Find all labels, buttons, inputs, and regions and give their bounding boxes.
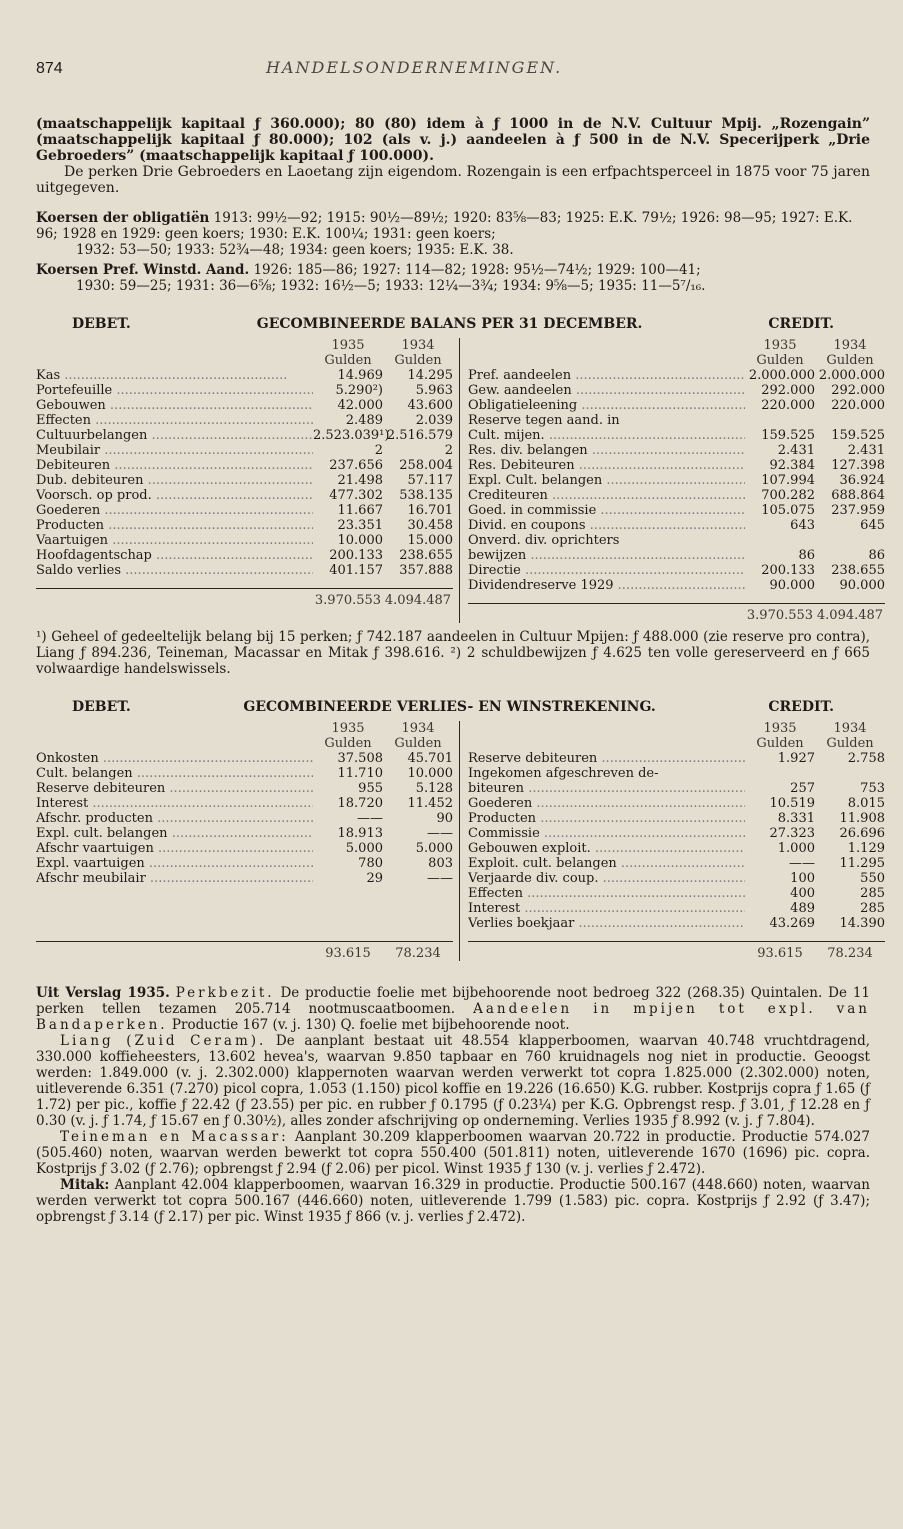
row-label: Expl. vaartuigen .....	[36, 856, 313, 871]
balance-credit-rows	[468, 368, 885, 593]
total-value: 3.970.553	[314, 593, 382, 608]
statement-row	[468, 578, 885, 593]
liang-text: De aanplant bestaat uit 48.554 klapperboomen, waarvan 40.748 vruchtdragend, 330.000 koffieheesters, 13.602 hevea's, waarvan 9.850 tapbaar en 760 kruidnagels nog niet in productie. Geoogst werden: 1.849.000 (v. j. 2.302.000) klappernoten waarvan werden verwerkt tot copra 1.825.000 (2.302.000) noten, uitleverende 6.351 (7.270) picol copra, 1.053 (1.150) picol koffie en 19.226 (16.650) K.G. rubber. Kostprijs copra ƒ 1.65 (ƒ 1.72) per pic., koffie ƒ 22.42 (ƒ 23.55) per pic. en rubber ƒ 0.1795 (ƒ 0.23¼) per K.G. Opbrengst resp. ƒ 3.01, ƒ 12.28 en ƒ 0.30 (v. j. ƒ 1.74, ƒ 15.67 en ƒ 0.30½), alles zonder afschrijving op onderneming. Verlies 1935 ƒ 8.992 (v. j. ƒ 7.804).	[36, 1033, 871, 1129]
row-value-1935: 92.384	[769, 458, 815, 473]
statement-row	[36, 473, 453, 488]
statement-row	[36, 796, 453, 811]
row-label: Reserve tegen aand. in	[468, 413, 620, 428]
row-value-1934: 2.431	[847, 443, 885, 458]
total-value: 78.234	[827, 946, 873, 961]
row-value-1935: 37.508	[337, 751, 383, 766]
statement-row	[468, 916, 885, 931]
unit-header: Gulden	[756, 736, 804, 751]
statement-row	[36, 533, 453, 548]
intro-paragraph-1: (maatschappelijk kapitaal ƒ 360.000); 80 (80) idem à ƒ 1000 in de N.V. Cultuur Mpij. „Rozengain” (maatschappelijk kapitaal ƒ 80.000); 102 (als v. j.) aandeelen à ƒ 500 in de N.V. Specerijperk „Drie Gebroeders” (maatschappelijk kapitaal ƒ 100.000).	[36, 116, 870, 164]
row-value-1935: 400	[790, 886, 815, 901]
total-value: 93.615	[757, 946, 803, 961]
statement-row	[36, 826, 453, 841]
statement-row	[468, 766, 885, 781]
row-value-1934: 43.600	[407, 398, 453, 413]
row-label: Reserve debiteuren .....	[36, 781, 313, 796]
row-value-1935: 2.489	[345, 413, 383, 428]
row-value-1934: 57.117	[407, 473, 453, 488]
row-value-1935: ——	[789, 856, 815, 871]
row-value-1934: 30.458	[407, 518, 453, 533]
row-value-1935: 90.000	[769, 578, 815, 593]
statement-row	[36, 811, 453, 826]
total-value: 3.970.553	[746, 608, 814, 623]
row-value-1935: 5.290²)	[335, 383, 383, 398]
statement-row	[468, 368, 885, 383]
mitak-text: Aanplant 42.004 klapperboomen, waarvan 16.329 in productie. Productie 500.167 (448.660) noten, waarvan werden verwerkt tot copra 500.167 (446.660) noten, uitleverende 1.799 (1.583) pic. copra. Kostprijs ƒ 2.92 (ƒ 3.47); opbrengst ƒ 3.14 (ƒ 2.17) per pic. Winst 1935 ƒ 866 (v. j. verlies ƒ 2.472).	[36, 1177, 870, 1225]
row-value-1935: 86	[798, 548, 815, 563]
balance-right-total	[468, 603, 885, 623]
row-label: Producten .....	[36, 518, 313, 533]
balance-title-row	[36, 316, 870, 332]
row-value-1934: 2.039	[415, 413, 453, 428]
balance-title: GECOMBINEERDE BALANS PER 31 DECEMBER.	[256, 316, 643, 332]
report-paragraph-liang	[36, 1033, 870, 1129]
pl-credit-label: CREDIT.	[768, 699, 834, 715]
balance-right-units	[468, 353, 885, 368]
statement-row	[468, 811, 885, 826]
row-label: Pref. aandeelen .....	[468, 368, 745, 383]
statement-row	[468, 428, 885, 443]
statement-row	[468, 518, 885, 533]
row-value-1934: 550	[860, 871, 885, 886]
unit-header: Gulden	[324, 736, 372, 751]
row-value-1934	[815, 413, 885, 428]
annual-report-section	[36, 985, 870, 1225]
pl-left-total	[36, 941, 453, 961]
row-value-1935: 2.523.039¹)	[313, 428, 390, 443]
row-label: Afschr meubilair .....	[36, 871, 313, 886]
statement-row	[36, 428, 453, 443]
row-value-1934: 2.516.579	[386, 428, 453, 443]
row-label: Directie .....	[468, 563, 745, 578]
row-value-1935: 10.000	[337, 533, 383, 548]
row-value-1934: 645	[860, 518, 885, 533]
row-label: Expl. cult. belangen .....	[36, 826, 313, 841]
balance-debet-column	[36, 338, 460, 623]
mitak-label: Mitak:	[60, 1177, 110, 1193]
row-value-1935: 42.000	[337, 398, 383, 413]
row-label: Saldo verlies .....	[36, 563, 313, 578]
row-label: Gebouwen exploit. .....	[468, 841, 745, 856]
pl-right-units	[468, 736, 885, 751]
row-value-1934: 5.000	[415, 841, 453, 856]
obligatie-koersen-line-1: 1913: 99½—92; 1915: 90½—89½; 1920: 83⅝—83; 1925: E.K. 79½; 1926: 98—95; 1927: E.K. 96; 1928 en 1929: geen koers; 1930: E.K. 100¼; 1931: geen koers;	[36, 210, 853, 242]
balance-left-total	[36, 588, 453, 608]
row-value-1934: 292.000	[831, 383, 885, 398]
pl-debet-column	[36, 721, 460, 961]
row-label: Meubilair .....	[36, 443, 313, 458]
row-value-1934: 11.908	[839, 811, 885, 826]
row-value-1934	[815, 533, 885, 548]
unit-header: Gulden	[394, 353, 442, 368]
statement-row	[36, 856, 453, 871]
row-value-1935: 237.656	[329, 458, 383, 473]
report-lead: Uit Verslag 1935.	[36, 985, 170, 1001]
row-value-1935: 292.000	[761, 383, 815, 398]
row-value-1935: 23.351	[337, 518, 383, 533]
row-label: Gew. aandeelen .....	[468, 383, 745, 398]
statement-row	[468, 548, 885, 563]
statement-row	[36, 458, 453, 473]
row-label: Crediteuren .....	[468, 488, 745, 503]
pl-columns	[36, 721, 885, 961]
row-value-1935: 2.431	[777, 443, 815, 458]
row-value-1935: 200.133	[761, 563, 815, 578]
row-value-1935: 2	[374, 443, 383, 458]
row-label: Cult. belangen .....	[36, 766, 313, 781]
row-value-1935: 700.282	[761, 488, 815, 503]
report-p1-end: Productie 167 (v. j. 130) Q. foelie met bijbehoorende noot.	[171, 1017, 570, 1033]
row-value-1934: ——	[427, 871, 453, 886]
statement-row	[468, 901, 885, 916]
unit-header: Gulden	[826, 736, 874, 751]
balance-credit-label: CREDIT.	[768, 316, 834, 332]
statement-row	[468, 473, 885, 488]
row-value-1934: 357.888	[399, 563, 453, 578]
row-value-1934: 220.000	[831, 398, 885, 413]
running-title: HANDELSONDERNEMINGEN.	[266, 58, 563, 77]
statement-row	[36, 548, 453, 563]
row-value-1934: 36.924	[839, 473, 885, 488]
row-value-1935: 477.302	[329, 488, 383, 503]
row-value-1934: 16.701	[407, 503, 453, 518]
row-label: Goederen .....	[36, 503, 313, 518]
row-label: Effecten .....	[36, 413, 313, 428]
row-value-1934: 753	[860, 781, 885, 796]
row-label: bewijzen .....	[468, 548, 745, 563]
page-header	[36, 58, 870, 88]
row-value-1935: 1.927	[777, 751, 815, 766]
row-value-1934: 803	[428, 856, 453, 871]
obligatie-koersen-lead: Koersen der obligatiën	[36, 210, 210, 226]
year-header: 1934	[401, 721, 435, 736]
page	[36, 58, 885, 1225]
row-value-1934: 237.959	[831, 503, 885, 518]
row-value-1934: 238.655	[831, 563, 885, 578]
row-value-1935: 8.331	[777, 811, 815, 826]
row-label: Verlies boekjaar .....	[468, 916, 745, 931]
year-header: 1934	[401, 338, 435, 353]
row-value-1934	[815, 766, 885, 781]
total-value: 4.094.487	[384, 593, 452, 608]
row-value-1935	[745, 766, 815, 781]
statement-row	[468, 398, 885, 413]
obligatie-koersen-line-2: 1932: 53—50; 1933: 52¾—48; 1934: geen koers; 1935: E.K. 38.	[76, 242, 514, 258]
statement-row	[36, 413, 453, 428]
row-value-1934: 11.452	[407, 796, 453, 811]
statement-row	[468, 841, 885, 856]
row-value-1934: 1.129	[847, 841, 885, 856]
intro-paragraph-2: De perken Drie Gebroeders en Laoetang zijn eigendom. Rozengain is een erfpachtsperceel in 1875 voor 75 jaren uitgegeven.	[36, 164, 870, 196]
statement-row	[36, 563, 453, 578]
row-label: Gebouwen .....	[36, 398, 313, 413]
statement-row	[36, 871, 453, 886]
row-label: Verjaarde div. coup. .....	[468, 871, 745, 886]
row-value-1935: 955	[358, 781, 383, 796]
year-header: 1934	[833, 721, 867, 736]
statement-row	[36, 751, 453, 766]
pl-credit-rows	[468, 751, 885, 931]
pref-koersen	[36, 262, 870, 278]
pl-title: GECOMBINEERDE VERLIES- EN WINSTREKENING.	[243, 699, 656, 715]
balance-right-years	[468, 338, 885, 353]
row-label: Goederen .....	[468, 796, 745, 811]
row-label: Res. div. belangen .....	[468, 443, 745, 458]
row-label: Effecten .....	[468, 886, 745, 901]
statement-row	[468, 458, 885, 473]
report-paragraph-teineman	[36, 1129, 870, 1177]
perkbezit-label: Perkbezit.	[175, 985, 275, 1001]
statement-row	[468, 796, 885, 811]
row-value-1935: 11.710	[337, 766, 383, 781]
row-value-1934: 258.004	[399, 458, 453, 473]
row-label: Debiteuren .....	[36, 458, 313, 473]
row-value-1934: 285	[860, 886, 885, 901]
row-label: Vaartuigen .....	[36, 533, 313, 548]
row-value-1935	[745, 413, 815, 428]
row-value-1935: 107.994	[761, 473, 815, 488]
row-value-1935	[745, 533, 815, 548]
row-value-1934: 90	[436, 811, 453, 826]
pl-right-years	[468, 721, 885, 736]
statement-row	[468, 751, 885, 766]
report-paragraph-1	[36, 985, 870, 1033]
pref-koersen-line-1: 1926: 185—86; 1927: 114—82; 1928: 95½—74½; 1929: 100—41;	[253, 262, 701, 278]
statement-row	[36, 766, 453, 781]
teineman-text: Aanplant 30.209 klapperboomen waarvan 20.722 in productie. Productie 574.027 (505.460) noten, waarvan werden bewerkt tot copra 550.400 (501.811) noten, uitleverende 1670 (1696) pic. copra. Kostprijs ƒ 3.02 (ƒ 2.76); opbrengst ƒ 2.94 (ƒ 2.06) per picol. Winst 1935 ƒ 130 (v. j. verlies ƒ 2.472).	[36, 1129, 870, 1177]
balance-columns	[36, 338, 885, 623]
row-label: Afschr vaartuigen .....	[36, 841, 313, 856]
balance-sheet	[36, 316, 885, 677]
balance-debet-rows	[36, 368, 453, 578]
pref-koersen-lead: Koersen Pref. Winstd. Aand.	[36, 262, 250, 278]
row-value-1935: ——	[357, 811, 383, 826]
balance-credit-column	[460, 338, 885, 623]
total-value: 93.615	[325, 946, 371, 961]
statement-row	[468, 443, 885, 458]
row-value-1935: 401.157	[329, 563, 383, 578]
row-label: Kas .....	[36, 368, 313, 383]
unit-header: Gulden	[756, 353, 804, 368]
total-value: 4.094.487	[816, 608, 884, 623]
row-value-1935: 257	[790, 781, 815, 796]
row-label: Divid. en coupons .....	[468, 518, 745, 533]
unit-header: Gulden	[394, 736, 442, 751]
row-label: biteuren .....	[468, 781, 745, 796]
row-value-1935: 780	[358, 856, 383, 871]
row-label: Interest .....	[36, 796, 313, 811]
row-value-1935: 18.913	[337, 826, 383, 841]
row-value-1934: 86	[868, 548, 885, 563]
row-value-1935: 10.519	[769, 796, 815, 811]
statement-row	[36, 781, 453, 796]
row-label: Hoofdagentschap .....	[36, 548, 313, 563]
row-value-1934: 238.655	[399, 548, 453, 563]
year-header: 1935	[763, 338, 797, 353]
row-label: Res. Debiteuren .....	[468, 458, 745, 473]
report-paragraph-mitak	[36, 1177, 870, 1225]
row-value-1934: 26.696	[839, 826, 885, 841]
row-label: Commissie .....	[468, 826, 745, 841]
pref-koersen-line-2: 1930: 59—25; 1931: 36—6⅝; 1932: 16½—5; 1933: 12¼—3¾; 1934: 9⅝—5; 1935: 11—5⁷/₁₆.	[76, 278, 706, 294]
row-value-1935: 643	[790, 518, 815, 533]
unit-header: Gulden	[324, 353, 372, 368]
row-value-1934: 45.701	[407, 751, 453, 766]
row-value-1935: 11.667	[337, 503, 383, 518]
statement-row	[36, 488, 453, 503]
statement-row	[36, 841, 453, 856]
row-label: Onverd. div. oprichters	[468, 533, 620, 548]
koersen-section	[36, 210, 870, 294]
row-value-1935: 100	[790, 871, 815, 886]
row-value-1935: 29	[366, 871, 383, 886]
row-value-1934: 5.128	[415, 781, 453, 796]
teineman-label: Teineman en Macassar:	[60, 1129, 289, 1145]
row-value-1935: 5.000	[345, 841, 383, 856]
statement-row	[468, 413, 885, 428]
year-header: 1935	[331, 721, 365, 736]
row-label: Dub. debiteuren .....	[36, 473, 313, 488]
row-label: Expl. Cult. belangen .....	[468, 473, 745, 488]
row-value-1934: 2	[444, 443, 453, 458]
statement-row	[468, 503, 885, 518]
balance-left-units	[36, 353, 453, 368]
statement-row	[468, 781, 885, 796]
statement-row	[468, 871, 885, 886]
row-value-1934: 8.015	[847, 796, 885, 811]
row-label: Exploit. cult. belangen .....	[468, 856, 745, 871]
row-value-1935: 1.000	[777, 841, 815, 856]
pl-title-row	[36, 699, 870, 715]
balance-debet-label: DEBET.	[72, 316, 131, 332]
row-value-1935: 2.000.000	[748, 368, 815, 383]
year-header: 1935	[331, 338, 365, 353]
pl-right-total	[468, 941, 885, 961]
row-value-1935: 159.525	[761, 428, 815, 443]
row-value-1934: 2.758	[847, 751, 885, 766]
row-value-1935: 489	[790, 901, 815, 916]
pl-left-years	[36, 721, 453, 736]
profit-loss-statement	[36, 699, 885, 961]
intro-section	[36, 116, 870, 196]
row-label: Cultuurbelangen .....	[36, 428, 313, 443]
statement-row	[36, 443, 453, 458]
statement-row	[468, 533, 885, 548]
statement-row	[36, 368, 453, 383]
row-value-1934: 11.295	[839, 856, 885, 871]
row-label: Afschr. producten .....	[36, 811, 313, 826]
row-value-1934: 2.000.000	[818, 368, 885, 383]
statement-row	[468, 383, 885, 398]
statement-row	[468, 826, 885, 841]
statement-row	[36, 383, 453, 398]
year-header: 1934	[833, 338, 867, 353]
pl-credit-column	[460, 721, 885, 961]
pl-debet-label: DEBET.	[72, 699, 131, 715]
row-value-1935: 200.133	[329, 548, 383, 563]
statement-row	[36, 503, 453, 518]
row-value-1935: 27.323	[769, 826, 815, 841]
balance-footnote: ¹) Geheel of gedeeltelijk belang bij 15 perken; ƒ 742.187 aandeelen in Cultuur Mpijen: ƒ 488.000 (zie reserve pro contra), Liang ƒ 894.236, Teineman, Macassar en Mitak ƒ 398.616. ²) 2 schuldbewijzen ƒ 4.625 ten volle gereserveerd en ƒ 665 volwaardige handelswissels.	[36, 629, 870, 677]
total-value: 78.234	[395, 946, 441, 961]
statement-row	[36, 398, 453, 413]
balance-left-years	[36, 338, 453, 353]
row-label: Portefeuille .....	[36, 383, 313, 398]
row-value-1934: 538.135	[399, 488, 453, 503]
row-value-1934: 159.525	[831, 428, 885, 443]
row-label: Onkosten .....	[36, 751, 313, 766]
row-value-1935: 14.969	[337, 368, 383, 383]
row-label: Dividendreserve 1929 .....	[468, 578, 745, 593]
pl-left-units	[36, 736, 453, 751]
row-value-1935: 43.269	[769, 916, 815, 931]
row-label: Ingekomen afgeschreven de-	[468, 766, 659, 781]
row-value-1934: 90.000	[839, 578, 885, 593]
obligatie-koersen	[36, 210, 870, 242]
row-value-1935: 105.075	[761, 503, 815, 518]
aandeelen-label: Aandeelen in mpijen tot expl. van Bandaperken.	[36, 1001, 871, 1033]
row-value-1934: 10.000	[407, 766, 453, 781]
year-header: 1935	[763, 721, 797, 736]
row-value-1934: ——	[427, 826, 453, 841]
row-label: Obligatieleening .....	[468, 398, 745, 413]
row-value-1935: 21.498	[337, 473, 383, 488]
row-value-1935: 220.000	[761, 398, 815, 413]
pl-debet-rows	[36, 751, 453, 931]
row-label: Cult. mijen. .....	[468, 428, 745, 443]
row-label: Goed. in commissie .....	[468, 503, 745, 518]
row-value-1934: 127.398	[831, 458, 885, 473]
liang-label: Liang (Zuid Ceram).	[60, 1033, 267, 1049]
statement-row	[468, 563, 885, 578]
row-value-1934: 285	[860, 901, 885, 916]
page-number: 874	[36, 60, 63, 77]
row-value-1934: 5.963	[415, 383, 453, 398]
row-value-1934: 15.000	[407, 533, 453, 548]
row-label: Producten .....	[468, 811, 745, 826]
unit-header: Gulden	[826, 353, 874, 368]
row-label: Reserve debiteuren .....	[468, 751, 745, 766]
row-label: Interest .....	[468, 901, 745, 916]
row-value-1934: 14.295	[407, 368, 453, 383]
statement-row	[36, 518, 453, 533]
row-value-1934: 14.390	[839, 916, 885, 931]
row-value-1935: 18.720	[337, 796, 383, 811]
row-label: Voorsch. op prod. .....	[36, 488, 313, 503]
statement-row	[468, 488, 885, 503]
statement-row	[468, 856, 885, 871]
statement-row	[468, 886, 885, 901]
report-p1-text: De productie foelie met bijbehoorende noot bedroeg 322 (268.35) Quintalen. De 11 perken tellen tezamen 205.714 nootmuscaatboomen.	[36, 985, 871, 1017]
row-value-1934: 688.864	[831, 488, 885, 503]
